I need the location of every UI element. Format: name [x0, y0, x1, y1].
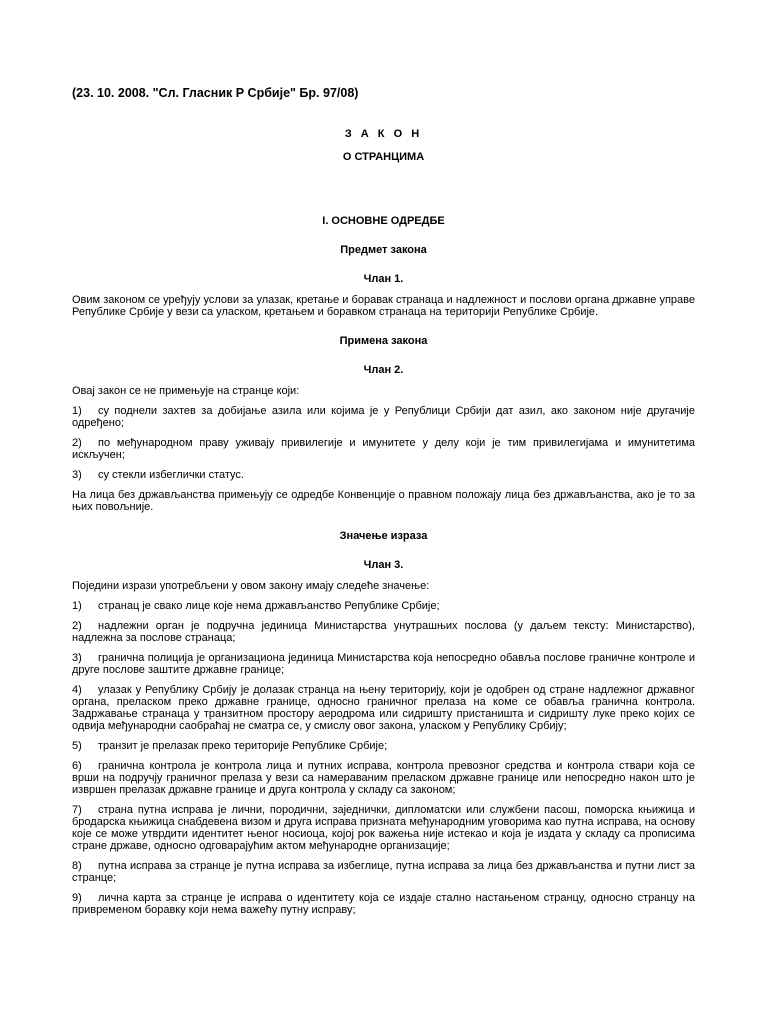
list-item [72, 620, 695, 644]
list-item [72, 892, 695, 916]
section-title: I. ОСНОВНЕ ОДРЕДБЕ [322, 215, 445, 227]
list-item-text: улазак у Републику Србију је долазак странца на њену територију, који је одобрен од стране надлежног државног органа, преласком преко државне границе, односно граничног прелаза на коме се обавља гранична контрола. Задржавање странаца у транзитном простору аеродрома или сидришту пристаништа и сидришту луке преко којих се одвија међународни саобраћај не сматра се, у смислу овог закона, уласком у Републику Србију; [72, 684, 695, 732]
list-item [72, 804, 695, 852]
list-item-text: страна путна исправа је лични, породични, заједнички, дипломатски или службени пасош, поморска књижица и бродарска књижица снабдевена визом и друга исправа призната међународним уговорима као путна исправа, на основу које се може утврдити идентитет њеног носиоца, којој рок важења није истекао и која је издата у складу са прописима стране државе, односно одговарајућим актом међународне организације; [72, 804, 695, 852]
article-1-text: Овим законом се уређују услови за улазак, кретање и боравак странаца и надлежност и послови органа државне управе Републике Србије у вези са уласком, кретањем и боравком странаца на територији Републике Србије. [72, 294, 695, 318]
article-3-heading: Члан 3. [363, 559, 404, 571]
list-item [72, 600, 695, 612]
list-item-number: 9) [72, 892, 82, 904]
list-item [72, 652, 695, 676]
list-item-number: 1) [72, 405, 82, 417]
document-page [72, 86, 695, 924]
list-item-number: 2) [72, 437, 82, 449]
subject-heading: Предмет закона [340, 244, 427, 256]
list-item-text: транзит је прелазак преко територије Републике Србије; [98, 740, 388, 752]
meaning-heading: Значење израза [339, 530, 428, 542]
list-item-text: су стекли избеглички статус. [98, 469, 244, 481]
article-2-heading: Члан 2. [363, 364, 404, 376]
list-item-number: 8) [72, 860, 82, 872]
list-item-text: су поднели захтев за добијање азила или којима је у Републици Србији дат азил, ако законом није другачије одређено; [72, 405, 695, 429]
list-item [72, 760, 695, 796]
list-item-number: 6) [72, 760, 82, 772]
list-item-number: 2) [72, 620, 82, 632]
article-2-intro: Овај закон се не примењује на странце који: [72, 385, 300, 397]
law-title: О СТРАНЦИМА [342, 151, 425, 163]
list-item-number: 1) [72, 600, 82, 612]
list-item-number: 4) [72, 684, 82, 696]
list-item-number: 5) [72, 740, 82, 752]
list-item [72, 469, 695, 481]
gazette-reference: (23. 10. 2008. "Сл. Гласник Р Србије" Бр. 97/08) [72, 86, 359, 100]
application-heading: Примена закона [339, 335, 428, 347]
list-item-text: по међународном праву уживају привилегије и имунитете у делу који је тим привилегијама и имунитетима искључен; [72, 437, 695, 461]
article-2-closing: На лица без држављанства примењују се одредбе Конвенције о правном положају лица без држављанства, ако је то за њих повољније. [72, 489, 695, 513]
list-item-number: 7) [72, 804, 82, 816]
list-item-text: странац је свако лице које нема држављанство Републике Србије; [98, 600, 440, 612]
list-item-text: гранична контрола је контрола лица и путних исправа, контрола превозног средства и контрола ствари која се врши на подручју граничног прелаза у вези са намераваним преласком државне границе или непосредно након што је извршен прелазак државне границе и друга контрола у складу са законом; [72, 760, 695, 796]
list-item [72, 860, 695, 884]
list-item [72, 437, 695, 461]
law-label: З А К О Н [344, 128, 423, 140]
list-item [72, 405, 695, 429]
article-3-intro: Поједини изрази употребљени у овом закону имају следеће значење: [72, 580, 430, 592]
list-item [72, 740, 695, 752]
list-item-number: 3) [72, 469, 82, 481]
list-item-text: гранична полиција је организациона јединица Министарства која непосредно обавља послове граничне контроле и друге послове заштите државне границе; [72, 652, 695, 676]
article-1-heading: Члан 1. [363, 273, 404, 285]
list-item [72, 684, 695, 732]
list-item-number: 3) [72, 652, 82, 664]
list-item-text: путна исправа за странце је путна исправа за избеглице, путна исправа за лица без држављанства и путни лист за странце; [72, 860, 695, 884]
list-item-text: надлежни орган је подручна јединица Министарства унутрашњих послова (у даљем тексту: Министарство), надлежна за послове странаца; [72, 620, 695, 644]
list-item-text: лична карта за странце је исправа о идентитету која се издаје стално настањеном странцу, односно странцу на привременом боравку који нема важећу путну исправу; [72, 892, 695, 916]
